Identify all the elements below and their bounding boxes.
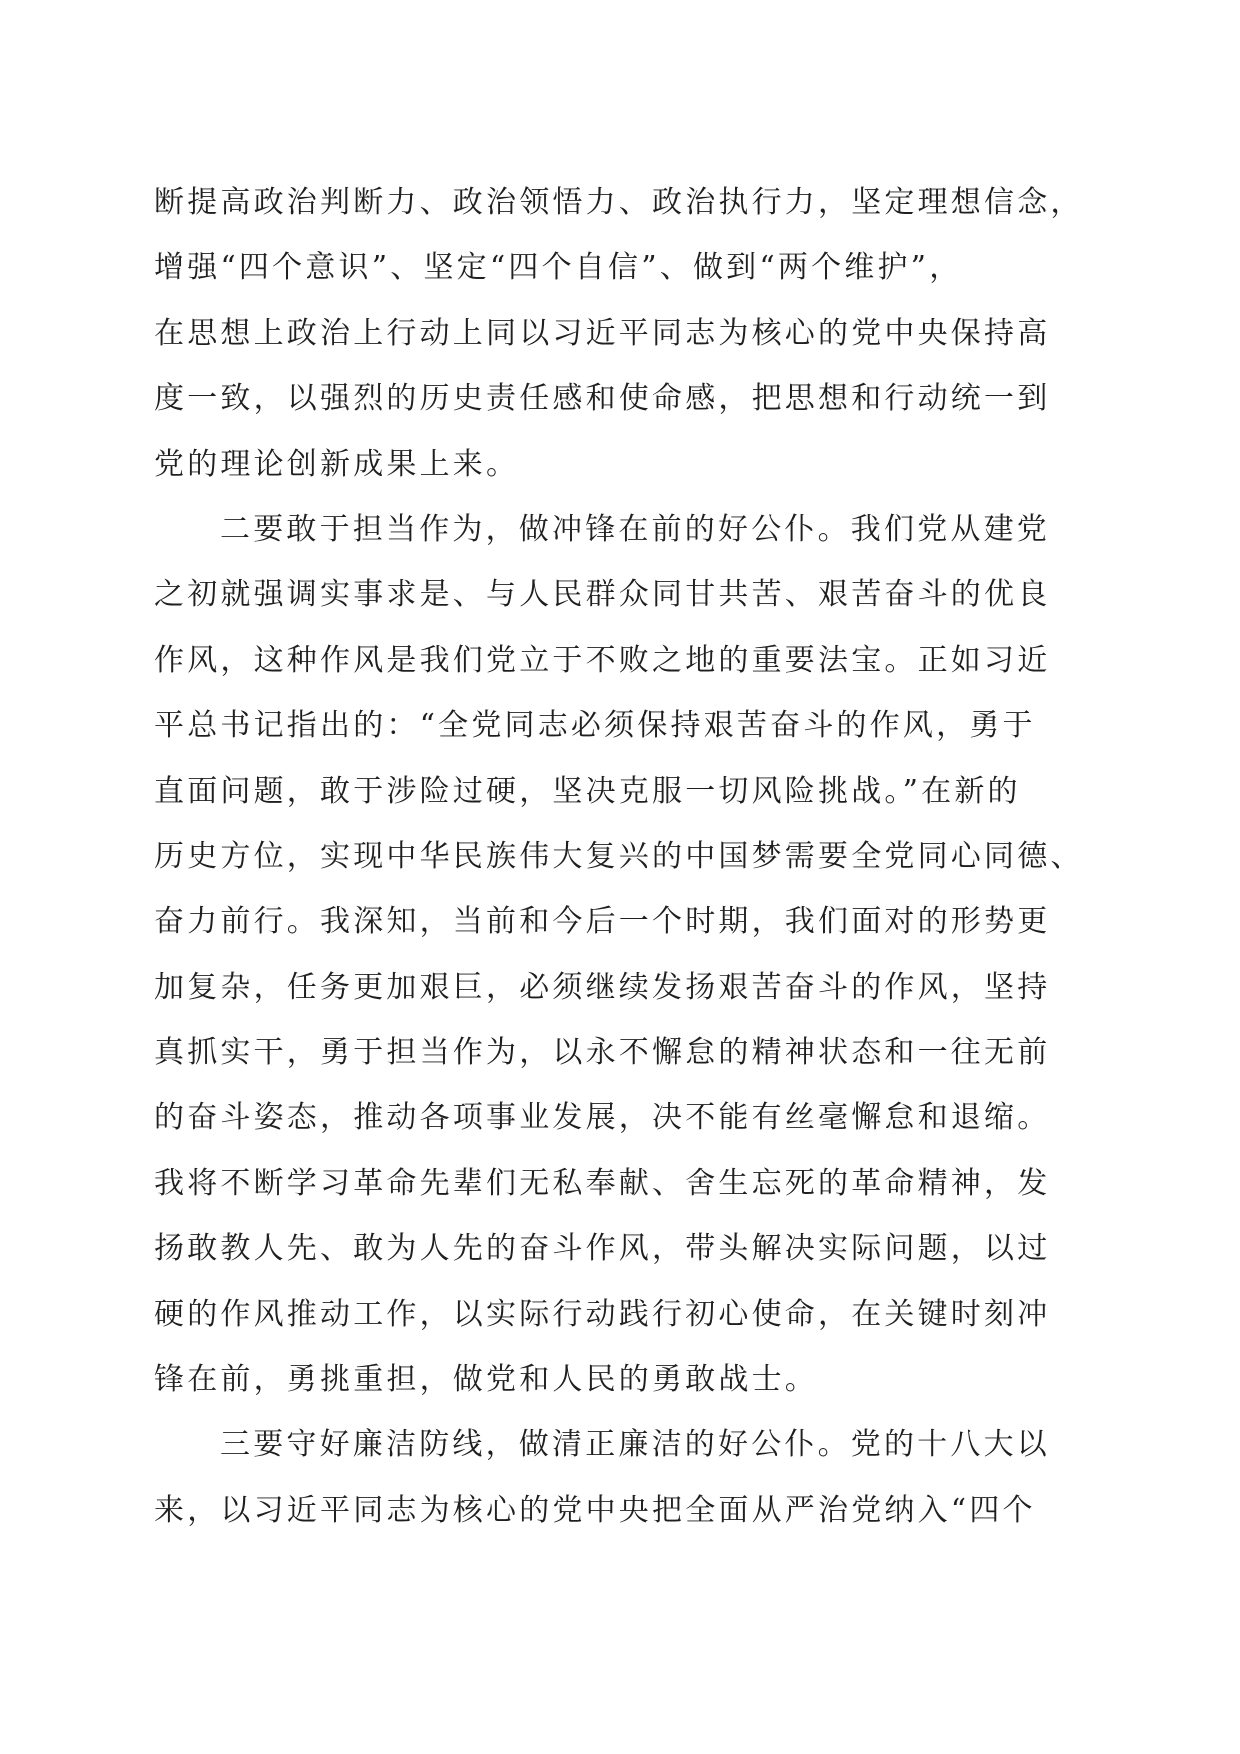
text-line: 加复杂，任务更加艰巨，必须继续发扬艰苦奋斗的作风，坚持 [154, 969, 1051, 1005]
body-text [154, 170, 1084, 1543]
text-line: 之初就强调实事求是、与人民群众同甘共苦、艰苦奋斗的优良 [154, 577, 1051, 613]
text-line: 真抓实干，勇于担当作为，以永不懈怠的精神状态和一往无前 [154, 1035, 1051, 1071]
text-line: 度一致，以强烈的历史责任感和使命感，把思想和行动统一到 [154, 381, 1051, 417]
text-line: 我将不断学习革命先辈们无私奉献、舍生忘死的革命精神，发 [154, 1165, 1051, 1201]
text-line: 历史方位，实现中华民族伟大复兴的中国梦需要全党同心同德、 [154, 838, 1084, 874]
text-line: 扬敢教人先、敢为人先的奋斗作风，带头解决实际问题，以过 [154, 1231, 1051, 1267]
text-line: 硬的作风推动工作，以实际行动践行初心使命，在关键时刻冲 [154, 1296, 1051, 1332]
text-line: 在思想上政治上行动上同以习近平同志为核心的党中央保持高 [154, 315, 1051, 351]
text-line: 平总书记指出的：“全党同志必须保持艰苦奋斗的作风，勇于 [154, 708, 1036, 744]
text-line: 作风，这种作风是我们党立于不败之地的重要法宝。正如习近 [154, 642, 1051, 678]
text-line: 增强“四个意识”、坚定“四个自信”、做到“两个维护”， [154, 250, 963, 286]
text-line: 锋在前，勇挑重担，做党和人民的勇敢战士。 [154, 1362, 818, 1398]
paragraph-2-first-line: 二要敢于担当作为，做冲锋在前的好公仆。我们党从建党 [220, 511, 1050, 547]
text-line: 来，以习近平同志为核心的党中央把全面从严治党纳入“四个 [154, 1492, 1036, 1528]
text-line: 断提高政治判断力、政治领悟力、政治执行力，坚定理想信念， [154, 185, 1084, 220]
text-line: 的奋斗姿态，推动各项事业发展，决不能有丝毫懈怠和退缩。 [154, 1100, 1051, 1136]
text-line: 奋力前行。我深知，当前和今后一个时期，我们面对的形势更 [154, 904, 1051, 940]
text-line: 直面问题，敢于涉险过硬，坚决克服一切风险挑战。”在新的 [154, 773, 1021, 809]
paragraph-3-first-line: 三要守好廉洁防线，做清正廉洁的好公仆。党的十八大以 [220, 1427, 1050, 1463]
text-line: 党的理论创新成果上来。 [154, 446, 520, 482]
